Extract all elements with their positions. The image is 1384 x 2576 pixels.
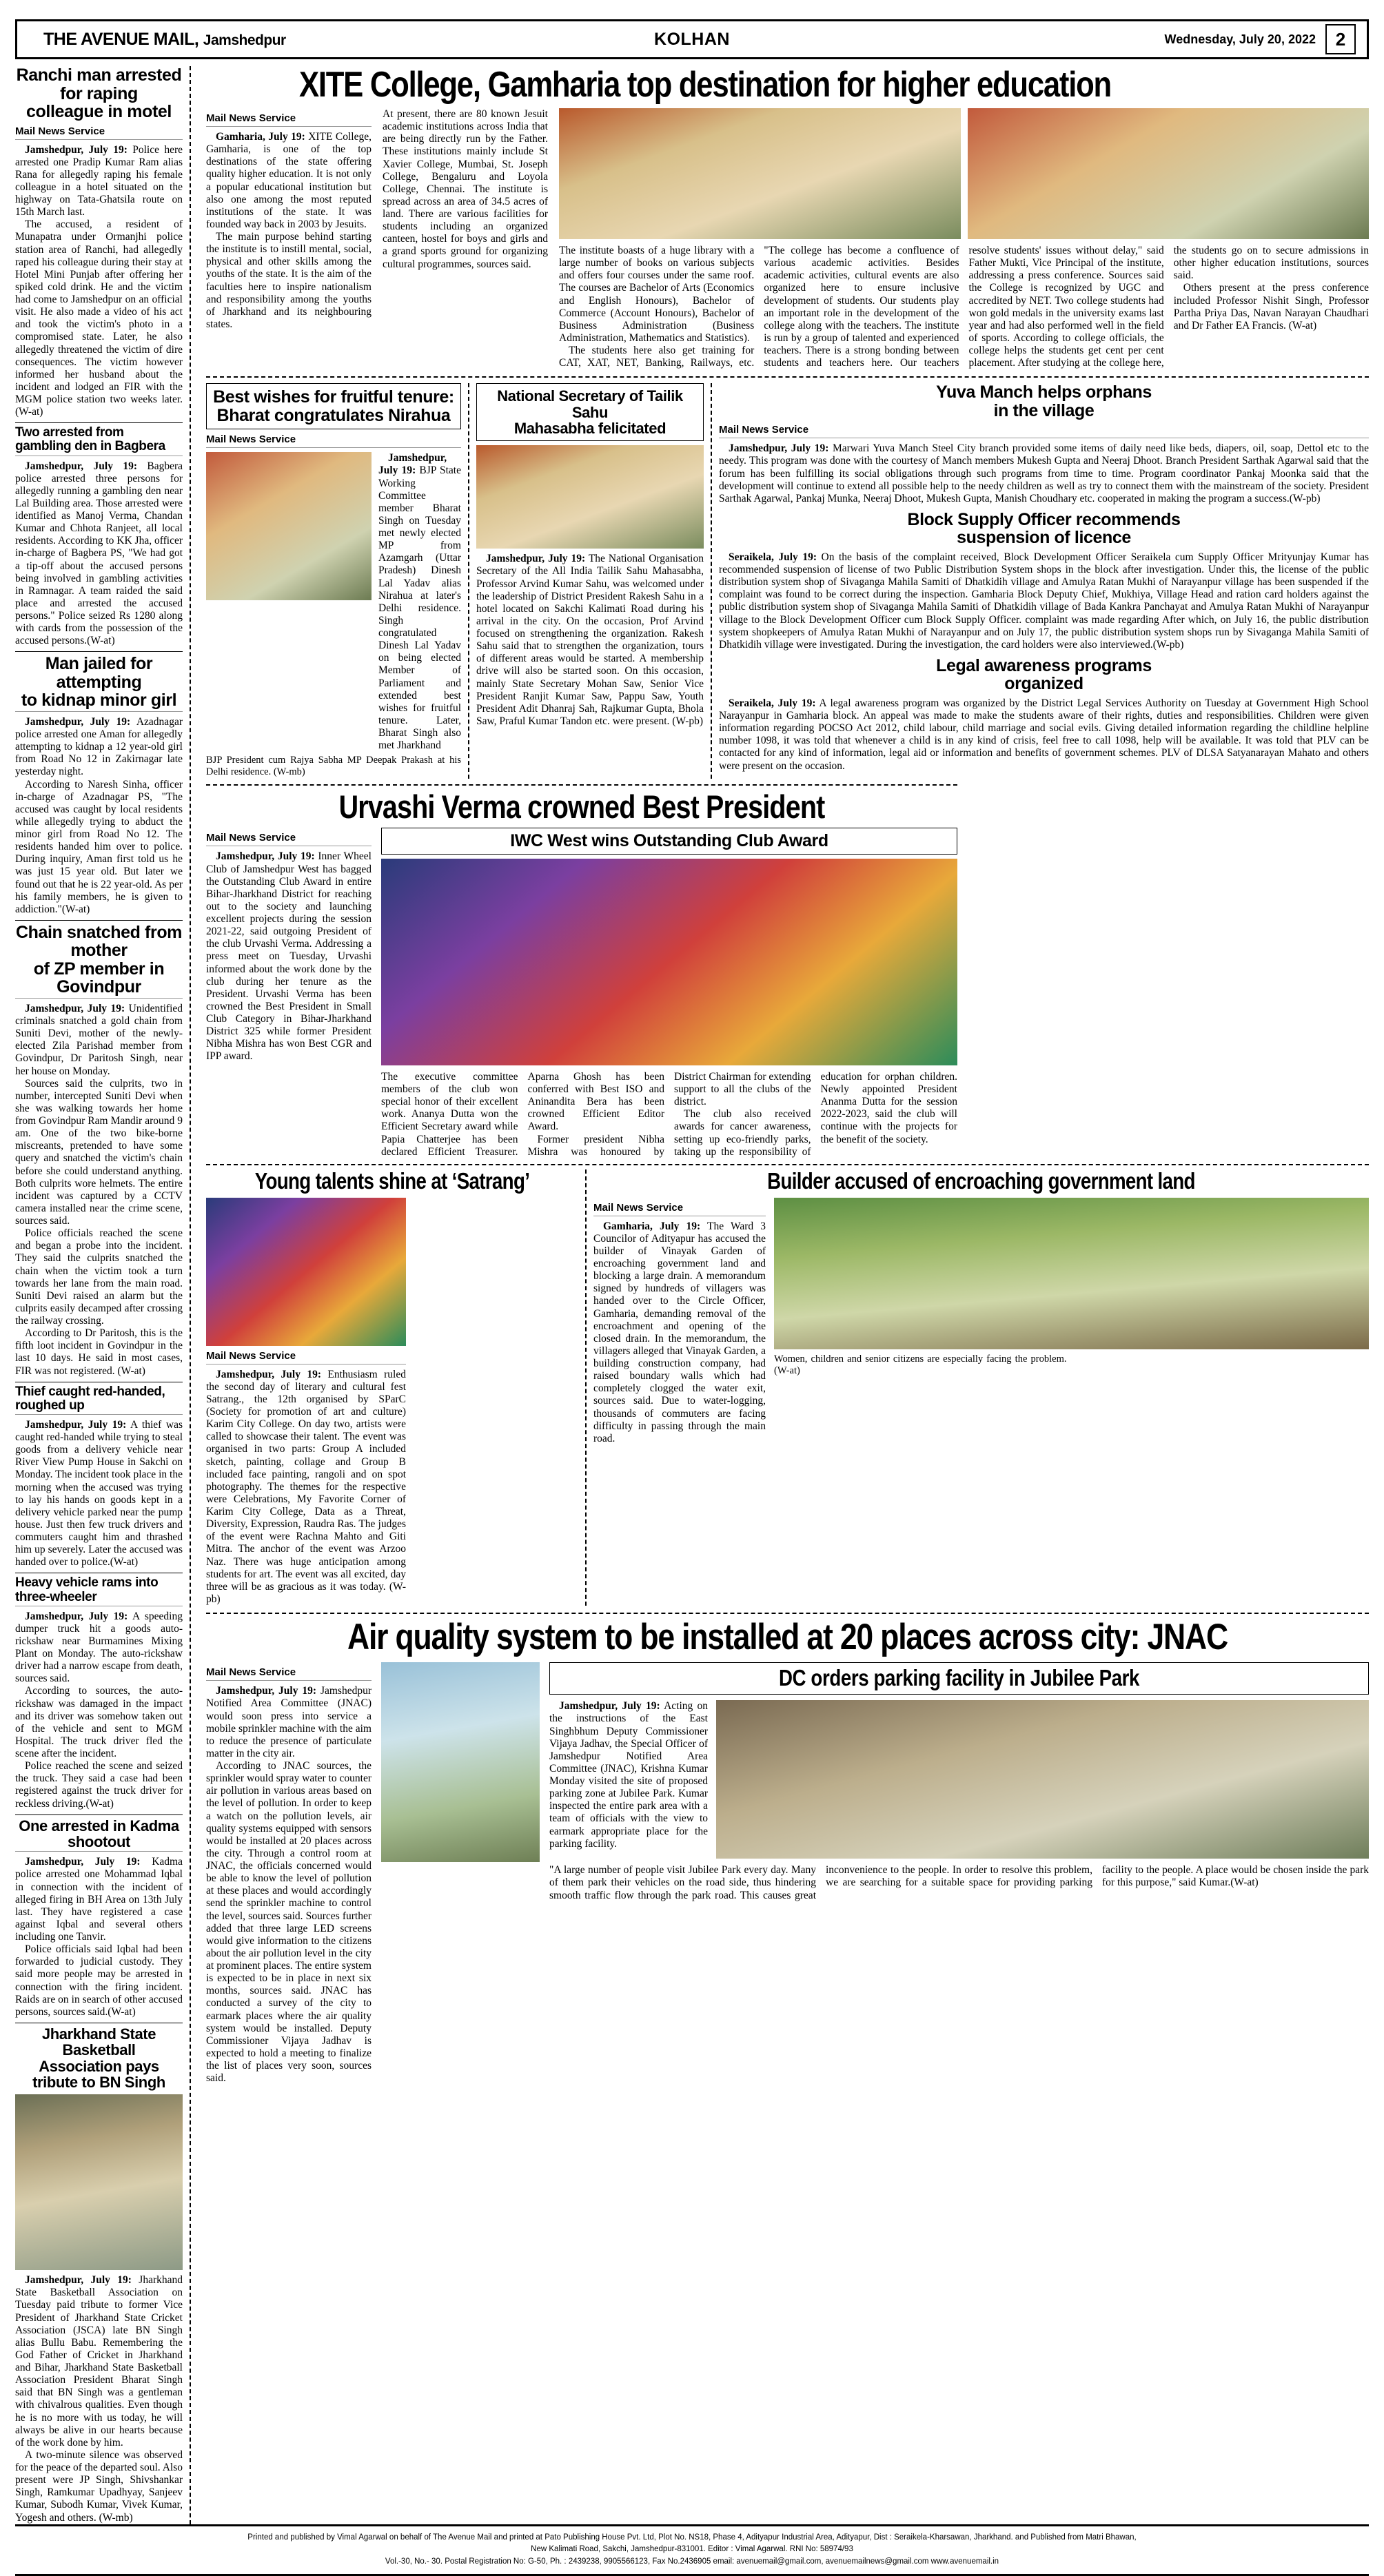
dateline: Gamharia, July 19: xyxy=(216,131,305,143)
dateline: Seraikela, July 19: xyxy=(729,551,817,563)
article-byline: Mail News Service xyxy=(15,125,105,137)
article-body: Gamharia, July 19: The Ward 3 Councilor of Adityapur has accused the builder of Vinayak Garden of encroaching government land and blocking a large drain. A memorandum signed by hundreds of villagers was handed over to the Circle Officer, Gamharia, demanding removal of the encroachment and opening of the closed drain. In the memorandum, the villagers alleged that Vinayak Garden, a building construction company, had raised boundary walls which had completely clogged the water exit, sources said. Due to water-logging, thousands of commuters are facing difficulty in passing through the main road. xyxy=(593,1220,766,1444)
divider xyxy=(206,126,372,127)
divider xyxy=(15,998,183,999)
article-byline: Mail News Service xyxy=(206,433,296,446)
divider xyxy=(15,711,183,712)
article-headline: Builder accused of encroaching government land xyxy=(767,1167,1195,1194)
article-body: Gamharia, July 19: XITE College, Gamharia, is one of the top destinations of the state offering quality higher education. It is not only a popular educational institution but also one among the most reputed institutions of the state. It was founded way back in 2003 by Jesuits. The main purpose behind starting the institute is to instill mental, social, physical and other skills among the youths of the state. It is the aim of the faculties here to inspire nationalism and responsibility among the youths of Jharkhand and its neighbouring states. xyxy=(206,131,372,330)
article-body: Jamshedpur, July 19: Marwari Yuva Manch Steel City branch provided some items of daily need like beds, diapers, oil, soap, Dettol etc to the needy. This program was done with the courtesy of Manch members Mukesh Gupta and Neeraj Dhoot. Branch President Sarthak Agarwal said that the forum has been fulfilling its social obligations through such programs from time to time. Program coordinator Pankaj Moonka said that the development will continue to extend all possible help to the needy children as well as try to connect them with the mainstream of the society. President Sarthak Agarwal, Pankaj Munka, Neeraj Dhoot, Mukesh Gupta, Manish Choudhary etc. cooperated in making the program a success.(W-pb) xyxy=(719,442,1369,504)
article-headline: National Secretary of Tailik Sahu Mahasabha felicitated xyxy=(476,383,704,441)
article-body: Jamshedpur, July 19: Kadma police arrested one Mohammad Iqbal in connection with the incident of alleged firing in BH Area on 13th July last. They have registered a case against Iqbal and several others including one Tanvir. Police officials said Iqbal had been forwarded to judicial custody. They said more people may be arrested in connection with the firing incident. Raids are on in search of other accused persons, sources said.(W-at) xyxy=(15,1856,183,2018)
article-body: Seraikela, July 19: A legal awareness program was organized by the District Legal Services Authority on Tuesday at Government High School Narayanpur in Gamharia block. An appeal was made to make the students aware of their rights, duties and responsibilities. Children were given information regarding POCSO Act 2012, child labour, child marriage and social evils. Giving detailed information regarding the childline helpline number 1098, it was told that whenever a child is in any kind of crisis, feel free to call 1098, help will be available. It was told that PLV can be contacted for any kind of information, legal aid or information and benefits of government schemes. PLV of DLSA Satyanarayan Mahato and others were present on the occasion. xyxy=(719,697,1369,772)
article-body: Jamshedpur, July 19: Acting on the instructions of the East Singhbhum Deputy Commissioner Vijaya Jadhav, the Special Officer of Jamshedpur Notified Area Committee (JNAC), Krishna Kumar Monday visited the site of proposed parking zone at Jubilee Park. Kumar inspected the entire park area with a team of officials with the view to earmark appropriate place for the parking facility. xyxy=(549,1700,708,1850)
divider xyxy=(206,376,1369,378)
photo-caption: Women, children and senior citizens are especially facing the problem. (W-at) xyxy=(774,1353,1067,1376)
masthead xyxy=(15,19,1369,59)
page-number: 2 xyxy=(1325,24,1356,54)
column-separator xyxy=(585,1169,587,1606)
divider xyxy=(15,920,183,921)
article-headline: Young talents shine at ‘Satrang’ xyxy=(254,1167,530,1194)
article-body: Seraikela, July 19: On the basis of the complaint received, Block Development Officer Seraikela cum Supply Officer Mrityunjay Kumar has recommended suspension of license of two Public Distribution System shops in the block after investigation. Under this, the license of the public distribution system shop of Sivaganga Mahila Samiti of Dhatkidih village and Amulya Ratan Mukhi of Narayanpur village has been suspended if the complaint was found to be correct during the inspection. Gamharia Block Deputy Chief, Mukhiya, Village Head and ration card holders against the public distribution system shop of Sivaganga Mahila Samiti of Dhatkidih village of Bada Kankra Panchayat and Amulya Ratan Mukhi of Narayanpur village to the Block Development Officer cum Block Supply Officer. complaint was made regarding After which, on July 16, the public distribution system shopkeepers of Amulya Ratan Mukhi of Narayanpur and on July 17, the public distribution system shops run by Sivaganga Mahila Samiti of Dhatkidih village were investigated. During the investigation, the card holders were also interviewed.(W-pb) xyxy=(719,551,1370,651)
column-separator xyxy=(190,66,191,2524)
article-body: Jamshedpur, July 19: Enthusiasm ruled the second day of literary and cultural fest Satrang., the 12th organised by SParC (Society for promotion of art and culture) Karim City College. On day two, artists were called to showcase their talent. The event was organised in two parts: Group A included sketch, painting, collage and Group B included face painting, rangoli and on spot photography. The themes for the respective were Celebrations, My Favorite Corner of Karim City College, Data as a Threat, Diversity, Expression, Raudra Ras. The judges of the event were Rachna Mahto and Giti Mitra. The anchor of the event was Arzoo Naz. There was huge anticipation among students for art. The event was all excited, day three will be as gracious as it was today. (W-pb) xyxy=(206,1368,406,1605)
article-chain-snatch xyxy=(15,923,183,1378)
page-footer xyxy=(15,2524,1369,2568)
article-headline: DC orders parking facility in Jubilee Park xyxy=(549,1662,1369,1695)
dateline: Jamshedpur, July 19: xyxy=(25,1418,127,1431)
article-satrang xyxy=(206,1169,578,1606)
article-headline: Air quality system to be installed at 20 places across city: JNAC xyxy=(347,1617,1228,1658)
divider xyxy=(206,1613,1369,1614)
dateline: Gamharia, July 19: xyxy=(603,1220,701,1232)
article-photo xyxy=(15,2094,183,2270)
article-headline: Chain snatched from mother of ZP member in Govindpur xyxy=(15,922,183,997)
article-block-supply xyxy=(719,511,1369,651)
masthead-date: Wednesday, July 20, 2022 xyxy=(1164,32,1316,46)
article-byline: Mail News Service xyxy=(206,1666,296,1679)
right-column xyxy=(719,383,1369,778)
page-body xyxy=(15,66,1369,2524)
article-byline: Mail News Service xyxy=(206,1349,296,1362)
article-photo xyxy=(559,108,961,239)
article-headline: Ranchi man arrested for raping colleague in motel xyxy=(16,65,182,121)
divider xyxy=(206,1164,1369,1165)
article-body: Jamshedpur, July 19: A speeding dumper truck hit a goods auto-rickshaw near Burmamines Mixing Plant on Monday. The auto-rickshaw driver had a narrow escape from death, sources said. According to sources, the auto-rickshaw was damaged in the impact and its driver was somehow taken out of the vehicle and sent to MGM Hospital. The truck driver fled the scene after the incident. Police reached the scene and seized the truck. They said a case had been registered against the truck driver for reckless driving.(W-at) xyxy=(15,1610,183,1810)
footer-line-1: Printed and published by Vimal Agarwal on behalf of The Avenue Mail and printed at Pato Publishing House Pvt. Ltd, Plot No. NS18, Phase 4, Adityapur Industrial Area, Adityapur, Dist : Seraikela-Kharsawan, Jharkhand. and Published from Matri Bhawan, xyxy=(247,2533,1137,2542)
dateline: Jamshedpur, July 19: xyxy=(378,452,447,477)
fourth-row xyxy=(206,1169,1369,1606)
article-headline: Thief caught red-handed, roughed up xyxy=(15,1384,165,1413)
paper-city: Jamshedpur xyxy=(203,32,286,48)
article-photo xyxy=(774,1198,1369,1349)
article-photo xyxy=(968,108,1370,239)
article-headline: Yuva Manch helps orphans in the village xyxy=(936,382,1152,420)
article-photo xyxy=(206,452,372,600)
article-basketball-tribute xyxy=(15,2026,183,2524)
article-headline: One arrested in Kadma shootout xyxy=(19,1817,179,1850)
dateline: Jamshedpur, July 19: xyxy=(25,1002,125,1014)
divider xyxy=(15,422,183,423)
article-byline: Mail News Service xyxy=(206,112,296,125)
article-body: "A large number of people visit Jubilee Park every day. Many of them park their vehicles on the road side, thus hindering smooth traffic flow through the park road. This causes great inconvenience to the people. In order to resolve this problem, we are searching for a suitable space for providing parking facility to the people. A place would be chosen inside the park for this purpose," said Kumar.(W-at) xyxy=(549,1864,1369,1901)
article-byline: Mail News Service xyxy=(719,424,809,436)
article-xite-college xyxy=(206,66,1369,369)
divider xyxy=(15,139,183,140)
article-bharat-nirahua xyxy=(206,383,461,778)
second-row xyxy=(206,383,1369,778)
article-body: At present, there are 80 known Jesuit academic institutions across India that are being directly run by the Father. These institutions mainly include St Xavier College, Mumbai, St. Joseph College, Bengaluru and Loyola College, Chennai. The institute is spread across an area of 34.5 acres of land. There are various facilities for students including an organized canteen, hostel for boys and girls and a grand sports ground for organizing cultural programmes, sources said. xyxy=(383,108,548,270)
article-urvashi-verma xyxy=(206,786,957,1158)
newspaper-page xyxy=(0,19,1384,2566)
article-heavy-vehicle xyxy=(15,1576,183,1810)
article-builder-encroach xyxy=(593,1169,1369,1606)
dateline: Seraikela, July 19: xyxy=(729,697,816,709)
divider xyxy=(15,651,183,652)
dateline: Jamshedpur, July 19: xyxy=(559,1700,660,1713)
divider xyxy=(206,1680,372,1681)
article-body: Jamshedpur, July 19: Jamshedpur Notified Area Committee (JNAC) would soon press into service a mobile sprinkler machine with the aim to reduce the presence of particulate matter in the city air. According to JNAC sources, the sprinkler would spray water to counter air pollution in various areas based on the level of pollution. In order to keep a watch on the pollution levels, air quality systems equipped with sensors would be installed at 20 places across the city. Through a control room at JNAC, the officials concerned would be able to know the level of pollution at these places and would accordingly send the sprinkler machine to control the level, sources said. Sources further added that three large LED screens would give information to the citizens about the air pollution level in the city at prominent places. The entire system is expected to be in place in next six months, sources said. JNAC has conducted a survey of the city to earmark places where the air quality system would be installed. Deputy Commissioner Vijaya Jadhav is expected to hold a meeting to finalize the list of places very soon, sources said. xyxy=(206,1685,372,2085)
article-tailik-sahu xyxy=(476,383,704,778)
main-column xyxy=(198,66,1369,2524)
article-body: Jamshedpur, July 19: Jharkhand State Basketball Association on Tuesday paid tribute to former Vice President of Jharkhand State Cricket Association (JSCA) late BN Singh alias Bullu Babu. Remembering the God Father of Cricket in Jharkhand and Bihar, Jharkhand State Basketball Association President Bharat Singh said that BN Singh was a gentleman with chivalrous qualities. Even though he is no more with us today, he will always be alive in our hearts because of the work done by him. A two-minute silence was observed for the peace of the departed soul. Also present were JP Singh, Shivshankar Singh, Ramkumar Upadhyay, Sanjeev Kumar, Subodh Kumar, Vivek Kumar, Yogesh and others. (W-mb) xyxy=(15,2274,183,2524)
article-body: Jamshedpur, July 19: Azadnagar police arrested one Aman for allegedly attempting to kidnap a 12 year-old girl from Road No 12 in Zakirnagar late yesterday night. According to Naresh Sinha, officer in-charge of Azadnagar PS, "The accused was caught by local residents while allegedly trying to abduct the minor girl from Road No 12. The residents handed him over to police. During inquiry, Aman first told us he was just 15 year old. But later we found out that he is 22 year-old. As per his family members, he is given to addiction."(W-at) xyxy=(15,715,183,915)
article-body: Jamshedpur, July 19: Unidentified criminals snatched a gold chain from Suniti Devi, mother of the newly-elected Zila Parishad member from Govindpur, Dr Paritosh Singh, near her house on Monday. Sources said the culprits, two in number, intercepted Suniti Devi when she was walking towards her home from Govindpur Ram Mandir around 9 am. One of the two bike-borne miscreants, pretended to have some query and snatched the victim's chain before she could understand anything. Both culprits wore helmets. The entire incident was captured by a CCTV camera installed near the crime scene, sources said. Police officials reached the scene and began a probe into the incident. They said the culprits snatched the chain when the victim took a turn towards her lane from the main road. Suniti Devi raised an alarm but the culprits easily decamped after crossing the railway crossing. According to Dr Paritosh, this is the fifth loot incident in Govindpur in the last 10 days. He said in most cases, FIR was not registered. (W-at) xyxy=(15,1002,183,1377)
article-headline: Two arrested from gambling den in Bagbera xyxy=(15,425,165,454)
article-body: Jamshedpur, July 19: A thief was caught red-handed while trying to steal goods from a delivery vehicle near River View Pump House in Sakchi on Monday. The incident took place in the morning when the accused was trying to lay his hands on goods kept in a delivery vehicle parked near the pump house. Just then few truck drivers and commuters caught him and thrashed him up severely. Later the accused was handed over to police.(W-at) xyxy=(15,1418,183,1568)
article-kidnap-attempt xyxy=(15,655,183,916)
article-headline: Heavy vehicle rams into three-wheeler xyxy=(15,1575,159,1604)
article-headline: Best wishes for fruitful tenure: Bharat congratulates Nirahua xyxy=(206,383,461,429)
article-body: Jamshedpur, July 19: The National Organisation Secretary of the All India Tailik Sahu Mahasabha, Professor Arvind Kumar Sahu, was welcomed under the leadership of District President Rakesh Sahu in a hotel located on Sakchi Kalimati Road during his arrival in the city. On the occasion, Prof Arvind focused on strengthening the organization. Rakesh Sahu said that to strengthen the organization, tours of different areas would be started. A membership drive will also be started soon. On this occasion, mainly State Secretary Mohan Saw, Senior Vice President Ranjit Kumar Saw, Pappu Saw, Youth President Adit Dhanraj Sah, Rajkumar Gupta, Bhola Saw, Praful Kumar Tandon etc. were present. (W-pb) xyxy=(476,553,704,727)
divider xyxy=(15,1414,183,1415)
photo-caption: BJP President cum Rajya Sabha MP Deepak Prakash at his Delhi residence. (W-mb) xyxy=(206,755,461,778)
article-byline: Mail News Service xyxy=(206,832,296,844)
paper-title: THE AVENUE MAIL, xyxy=(43,29,199,49)
footer-line-2: New Kalimati Road, Sakchi, Jamshedpur-831001. Editor : Vimal Agarwal. RNI No: 58974/93 xyxy=(531,2545,853,2554)
article-headline: Urvashi Verma crowned Best President xyxy=(338,788,825,825)
lead-headline: XITE College, Gamharia top destination for higher education xyxy=(298,65,1111,105)
article-photo xyxy=(476,445,704,549)
article-legal-awareness xyxy=(719,657,1369,773)
dateline: Jamshedpur, July 19: xyxy=(25,2274,132,2287)
dateline: Jamshedpur, July 19: xyxy=(25,143,128,156)
article-headline: Man jailed for attempting to kidnap minor girl xyxy=(21,654,177,711)
article-body: Jamshedpur, July 19: Inner Wheel Club of Jamshedpur West has bagged the Outstanding Club Award in entire Bihar-Jharkhand District for reaching out to the society and launching excellent projects during the session 2021-22, said outgoing President of the club Urvashi Verma. Addressing a press meet on Tuesday, Urvashi informed about the work done by the club during her tenure as the President. Urvashi Verma has been crowned the Best President in Small Club Category in Bihar-Jharkhand District 325 while former President Nibha Mishra has won Best CGR and IPP award. xyxy=(206,850,372,1063)
article-body: The executive committee members of the club won special honor of their excellent work. Ananya Dutta won the Efficient Secretary award while Papia Chatterjee has been declared Efficient Treasurer. Aparna Ghosh has been conferred with Best ISO and Aninandita Bera has been crowned Efficient Editor Award. Former president Nibha Mishra was honoured by District Chairman for extending support to all the clubs of the district. The club also received awards for cancer awareness, setting up eco-friendly parks, taking up the responsibility of education for orphan children. Newly appointed President Ananma Dutta for the session 2022-2023, said the club will continue with the projects for the benefit of the society. xyxy=(381,1070,957,1158)
article-air-quality xyxy=(206,1618,1369,2085)
article-ranchi-rape xyxy=(15,66,183,418)
article-photo xyxy=(381,1662,540,1862)
dateline: Jamshedpur, July 19: xyxy=(25,1610,128,1622)
article-body: Jamshedpur, July 19: Police here arrested one Pradip Kumar Ram alias Rana for allegedly raping his female colleague in a hotel situated on the highway on Tata-Ghatsila route on 15th March last. The accused, a resident of Munapatra under Ormanjhi police station area of Ranchi, had allegedly raped his colleague during their stay at Hotel Mini Punjab after offering her spiked cold drink. He and the victim had come to Jamshedpur on an official visit. He also made a video of his act and took the victim's photo in a compromised state. Later, he also allegedly threatened the victim of dire consequences. The victim however informed her husband about the incident and lodged an FIR with the MGM police station two weeks later.(W-at) xyxy=(15,143,183,418)
article-subheadline: IWC West wins Outstanding Club Award xyxy=(381,828,957,855)
article-headline: Jharkhand State Basketball Association pays tribute to BN Singh xyxy=(32,2025,165,2091)
footer-line-3: Vol.-30, No.- 30. Postal Registration No: G-50, Ph. : 2439238, 9905566123, Fax No.2436905 email: avenuemail@gmail.com, avenuemailnews@gmail.com www.avenuemail.in xyxy=(385,2557,999,2566)
article-body-cont xyxy=(414,1198,578,1606)
article-gambling-den xyxy=(15,426,183,647)
dateline: Jamshedpur, July 19: xyxy=(216,1685,317,1697)
article-yuva-manch xyxy=(719,383,1369,505)
article-photo xyxy=(206,1198,406,1346)
article-body: Jamshedpur, July 19: Bagbera police arrested three persons for allegedly running a gambling den near Lal Building area. Those arrested were identified as Manoj Verma, Chandan Kumar and Chhota Ranjeet, all local residents. According to KK Jha, officer in-charge of Bagbera PS, "We had got a tip-off about the accused persons being involved in gambling activities in Ramnagar. A team raided the said place and arrested the accused persons." Police seized Rs 1280 along with cards from the possession of the accused persons.(W-at) xyxy=(15,460,183,647)
dateline: Jamshedpur, July 19: xyxy=(25,1856,141,1868)
article-body: The institute boasts of a huge library with a large number of books on various subjects and offers four courses under the same roof. The courses are Bachelor of Arts (Economics and English Honours), Bachelor of Commerce (Account Honours), Bachelor of Business Administration (Business Administration, Mathematics and Statistics). The students here also get training for CAT, XAT, NET, Banking, Railways, etc. "The college has become a confluence of various academic activities. Besides academic activities, cultural events are also organized here to ensure inclusive development of students. Our students play an important role in the development of the college along with the teachers. The institute is run by a group of talented and experienced teachers. There is a strong bonding between students and teachers here. Our teachers resolve students' issues without delay," said Father Mukti, Vice Principal of the institute, addressing a press conference. Sources said the College is recognized by UGC and accredited by NET. Two college students had won gold medals in the university exams last year and had also performed well in the field of sports. According to college officials, the college helps the students get cent per cent placement. After studying at the college here, the students go on to secure admissions in other higher education institutions, sources said. Others present at the press conference included Professor Nishit Singh, Professor Partha Priya Das, Navan Narayan Chaudhari and Dr Father EA Francis. (W-at) xyxy=(559,245,1369,369)
article-headline: Legal awareness programs organized xyxy=(936,655,1152,694)
left-column xyxy=(15,66,183,2524)
dateline: Jamshedpur, July 19: xyxy=(216,850,315,863)
dateline: Jamshedpur, July 19: xyxy=(25,715,131,728)
article-kadma-shootout xyxy=(15,1818,183,2018)
divider xyxy=(15,1851,183,1852)
divider xyxy=(206,447,461,448)
dateline: Jamshedpur, July 19: xyxy=(729,442,829,455)
masthead-section: KOLHAN xyxy=(654,29,730,49)
article-body: Jamshedpur, July 19: BJP State Working Committee member Bharat Singh on Tuesday met newly elected MP from Azamgarh (Uttar Pradesh) Dinesh Lal Yadav alias Nirahua at later's Delhi residence. Singh congratulated Dinesh Lal Yadav on being elected Member of Parliament and extended best wishes for fruitful tenure. Later, Bharat Singh also met Jharkhand xyxy=(378,452,461,752)
article-byline: Mail News Service xyxy=(593,1201,684,1214)
article-photo xyxy=(381,859,957,1065)
column-separator xyxy=(468,383,469,778)
dateline: Jamshedpur, July 19: xyxy=(486,553,586,565)
article-thief-caught xyxy=(15,1385,183,1569)
dateline: Jamshedpur, July 19: xyxy=(216,1368,322,1380)
article-headline: Block Supply Officer recommends suspension of licence xyxy=(907,509,1181,548)
column-separator xyxy=(711,383,712,778)
dateline: Jamshedpur, July 19: xyxy=(25,460,137,472)
article-photo xyxy=(716,1700,1369,1859)
